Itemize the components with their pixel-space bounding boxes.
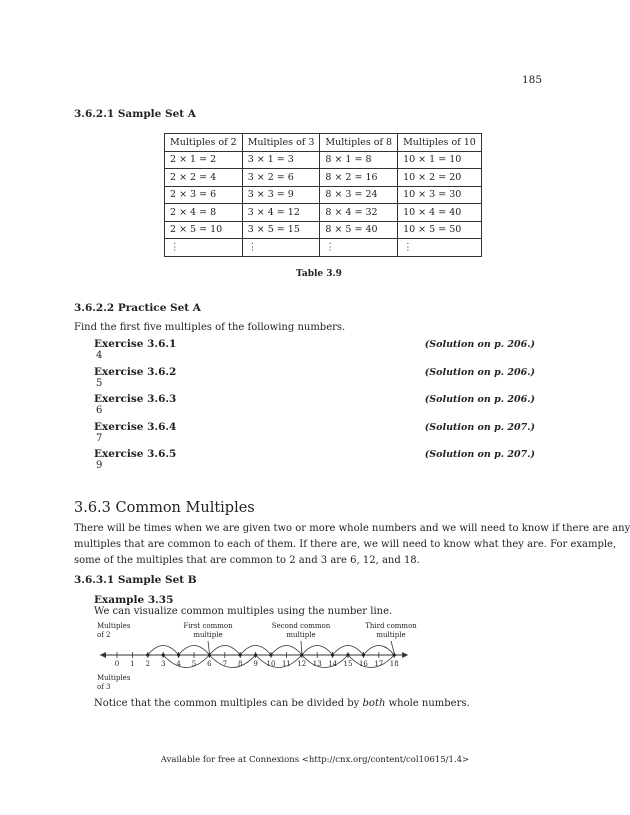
multiple-point (269, 653, 272, 656)
tick-label: 13 (312, 660, 322, 668)
tick-label: 3 (160, 660, 166, 668)
table-cell: 8 × 2 = 16 (320, 169, 398, 187)
number-line (100, 641, 408, 668)
table-header-cell: Multiples of 2 (165, 134, 243, 152)
tick-label: 4 (176, 660, 181, 668)
table-cell: ⋮ (398, 239, 482, 257)
multiple-point (177, 653, 180, 656)
exercise-title: Exercise 3.6.1 (94, 338, 177, 350)
multiple-point (346, 653, 349, 656)
multiple-point (208, 653, 211, 656)
label-line: Multiples (97, 674, 131, 682)
tick-label: 16 (358, 660, 368, 668)
tick-label: 2 (145, 660, 151, 668)
practice-intro: Find the first five multiples of the following numbers. (74, 322, 346, 333)
multiple-point (162, 653, 165, 656)
solution-link[interactable]: (Solution on p. 207.) (424, 422, 535, 433)
example-text: We can visualize common multiples using the number line. (94, 606, 393, 617)
table-header-cell: Multiples of 10 (398, 134, 482, 152)
multiple-point (146, 653, 149, 656)
table-cell: 2 × 5 = 10 (165, 221, 243, 239)
table-cell: 2 × 4 = 8 (165, 204, 243, 222)
exercise-title: Exercise 3.6.5 (94, 448, 177, 460)
label-line: of 2 (97, 631, 111, 639)
label-line: Multiples (97, 622, 131, 630)
common-multiple-pointer (391, 641, 394, 653)
multiple-point (239, 653, 242, 656)
table-cell: 3 × 2 = 6 (242, 169, 320, 187)
table-cell: 10 × 5 = 50 (398, 221, 482, 239)
exercise-answer: 6 (96, 405, 103, 416)
table-cell: 10 × 4 = 40 (398, 204, 482, 222)
exercise-title: Exercise 3.6.3 (94, 393, 177, 405)
arc-multiple-of-3 (256, 655, 302, 668)
practice-set-a-heading: 3.6.2.2 Practice Set A (74, 302, 201, 314)
tick-label: 6 (207, 660, 212, 668)
tick-label: 7 (222, 660, 228, 668)
example-title: Example 3.35 (94, 594, 174, 606)
table-cell: 10 × 3 = 30 (398, 186, 482, 204)
tick-label: 9 (253, 660, 258, 668)
arc-multiple-of-3 (209, 655, 258, 668)
tick-label: 15 (343, 660, 353, 668)
axis-arrow-left (100, 652, 106, 658)
table-caption: Table 3.9 (296, 269, 342, 279)
multiple-point (254, 653, 257, 656)
solution-link[interactable]: (Solution on p. 206.) (424, 367, 535, 378)
table-cell: ⋮ (242, 239, 320, 257)
solution-link[interactable]: (Solution on p. 206.) (424, 339, 535, 350)
solution-link[interactable]: (Solution on p. 207.) (424, 449, 535, 460)
table-cell: 3 × 4 = 12 (242, 204, 320, 222)
tick-label: 17 (374, 660, 384, 668)
table-cell: 8 × 5 = 40 (320, 221, 398, 239)
tick-label: 5 (191, 660, 197, 668)
tick-label: 11 (281, 660, 291, 668)
notice-text-end: whole numbers. (385, 698, 470, 709)
multiple-point (300, 653, 303, 656)
sample-set-a-heading: 3.6.2.1 Sample Set A (74, 108, 196, 120)
table-cell: 2 × 2 = 4 (165, 169, 243, 187)
tick-label: 14 (328, 660, 338, 668)
exercise-title: Exercise 3.6.4 (94, 421, 177, 433)
paragraph-line: some of the multiples that are common to 2 and 3 are 6, 12, and 18. (74, 555, 420, 566)
table-cell: 10 × 1 = 10 (398, 151, 482, 169)
label-line: multiple (286, 631, 316, 639)
table-header-cell: Multiples of 8 (320, 134, 398, 152)
notice-text-start: Notice that the common multiples can be divided by (94, 698, 363, 709)
arc-multiple-of-3 (348, 655, 394, 668)
notice-emphasis: both (362, 698, 386, 709)
common-multiple-pointer (301, 641, 302, 653)
label-line: Second common (271, 622, 331, 630)
footer: Available for free at Connexions <http://cnx.org/content/col10615/1.4> (160, 755, 470, 765)
tick-label: 1 (130, 660, 135, 668)
common-multiple-pointer (208, 641, 209, 653)
label-line: First common (183, 622, 233, 630)
table-cell: 8 × 4 = 32 (320, 204, 398, 222)
table-cell: 3 × 5 = 15 (242, 221, 320, 239)
label-line: Third common (365, 622, 417, 630)
table-cell: 2 × 1 = 2 (165, 151, 243, 169)
table-cell: ⋮ (320, 239, 398, 257)
table-cell: 2 × 3 = 6 (165, 186, 243, 204)
solution-link[interactable]: (Solution on p. 206.) (424, 394, 535, 405)
notice-text (94, 696, 470, 712)
common-multiples-heading: 3.6.3 Common Multiples (74, 500, 255, 516)
tick-label: 10 (266, 660, 276, 668)
exercise-answer: 9 (96, 460, 103, 471)
exercise-answer: 5 (96, 378, 103, 389)
sample-set-b-heading: 3.6.3.1 Sample Set B (74, 574, 197, 586)
table-cell: ⋮ (165, 239, 243, 257)
table-cell: 3 × 3 = 9 (242, 186, 320, 204)
page-number: 185 (521, 74, 542, 86)
multiple-point (331, 653, 334, 656)
label-line: multiple (376, 631, 406, 639)
table-cell: 8 × 3 = 24 (320, 186, 398, 204)
exercise-title: Exercise 3.6.2 (94, 366, 177, 378)
label-line: multiple (193, 631, 223, 639)
multiple-point (393, 653, 396, 656)
arc-multiple-of-3 (160, 655, 209, 668)
axis-arrow-right (402, 652, 408, 658)
label-line: of 3 (97, 683, 111, 691)
exercise-answer: 7 (96, 433, 103, 444)
multiple-point (362, 653, 365, 656)
tick-label: 18 (389, 660, 399, 668)
table-cell: 3 × 1 = 3 (242, 151, 320, 169)
paragraph-line: There will be times when we are given two or more whole numbers and we will need to know if there are any (74, 523, 630, 534)
tick-label: 0 (114, 660, 120, 668)
exercise-answer: 4 (96, 350, 103, 361)
tick-label: 8 (237, 660, 243, 668)
table-cell: 8 × 1 = 8 (320, 151, 398, 169)
paragraph-line: multiples that are common to each of them. If there are, we will need to know what they are. For example, (74, 539, 617, 550)
arc-multiple-of-3 (302, 655, 348, 668)
table-header-cell: Multiples of 3 (242, 134, 320, 152)
table-cell: 10 × 2 = 20 (398, 169, 482, 187)
tick-label: 12 (297, 660, 307, 668)
